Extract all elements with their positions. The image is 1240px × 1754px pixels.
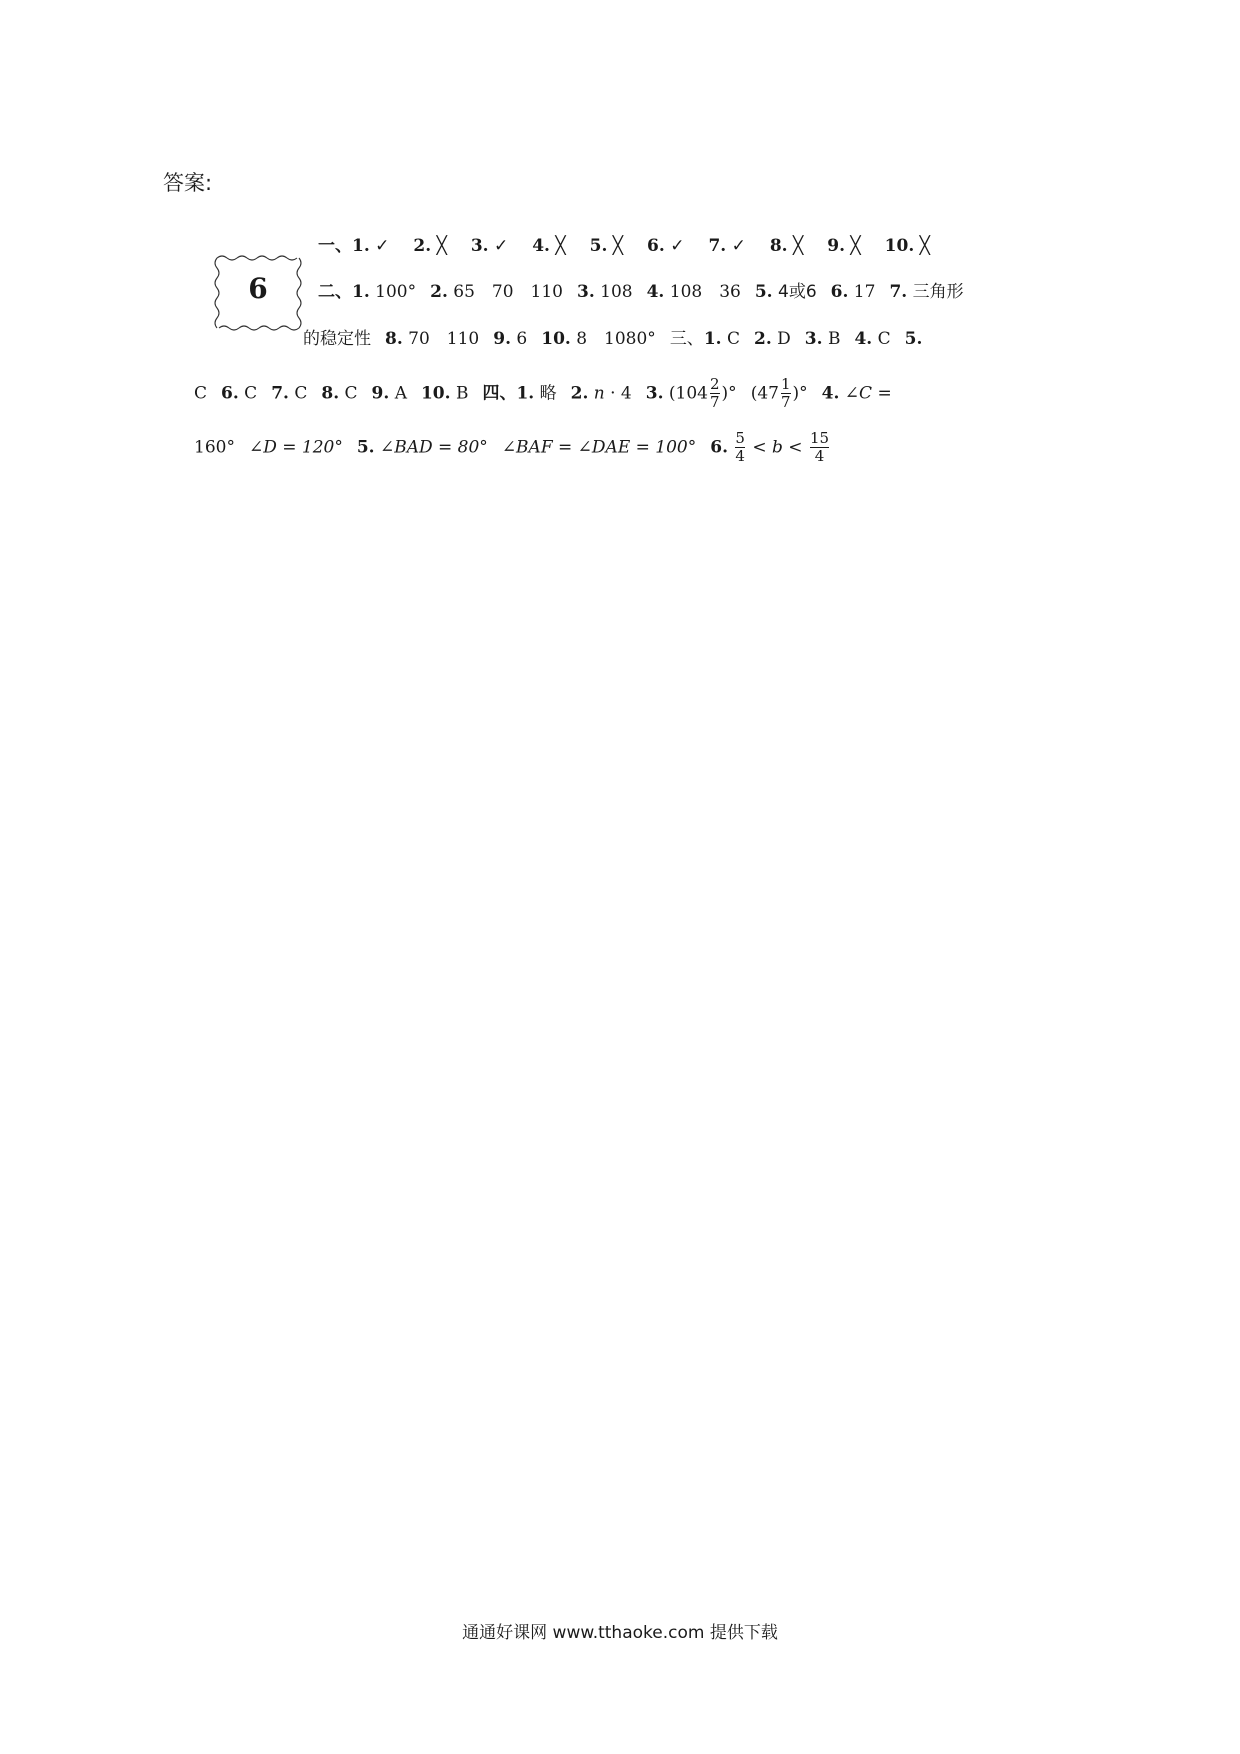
q-num: 8. [769, 236, 788, 256]
q-num: 5. [589, 236, 608, 256]
fraction-denominator: 7 [710, 392, 720, 411]
q-num: 9. [827, 236, 845, 256]
answer-mark: ╳ [793, 236, 804, 256]
answer-line-4 [194, 377, 892, 411]
q-num: 6. [647, 236, 665, 256]
q-num: 3. [576, 282, 595, 302]
answer-text: 8 1080° [576, 329, 656, 349]
q-num: 8. [385, 329, 403, 349]
answer-text: B [827, 329, 841, 349]
answer-text: )° [721, 383, 737, 404]
fraction-numerator: 2 [710, 375, 720, 393]
answer-line-3 [303, 331, 922, 348]
q-num: 8. [321, 383, 340, 404]
answer-mark: ✓ [670, 236, 685, 256]
fraction-numerator: 15 [809, 429, 830, 447]
answer-line-2 [318, 284, 964, 301]
answer-mark: ✓ [731, 236, 746, 256]
q-num: 2. [430, 282, 448, 302]
q-num: 7. [889, 282, 908, 302]
answer-text: C [877, 329, 891, 349]
q-num: 9. [493, 329, 511, 349]
fraction [735, 431, 745, 465]
answer-text: 100° [375, 282, 417, 302]
answer-text: 的稳定性 [303, 329, 371, 349]
q-num: 5. [356, 437, 375, 458]
section-1-label: 一、 [318, 236, 352, 256]
answer-mark: ✓ [493, 236, 509, 256]
answer-mark: ╳ [850, 236, 861, 256]
q-num: 7. [708, 236, 727, 256]
q-num: 7. [271, 383, 289, 404]
q-num: 2. [753, 329, 772, 349]
fraction-denominator: 7 [780, 392, 791, 411]
answer-mark: ✓ [375, 236, 390, 256]
q-num: 1. [516, 383, 535, 404]
section-2-label: 二、 [318, 282, 352, 302]
section-3-label: 三、 [669, 329, 704, 349]
q-num: 1. [352, 236, 370, 256]
fraction [781, 377, 791, 411]
q-num: 3. [470, 236, 489, 256]
answer-mark: ╳ [919, 236, 930, 256]
q-num: 6. [830, 282, 849, 302]
q-num: 2. [570, 383, 589, 404]
fraction [810, 431, 829, 465]
answer-text: 108 [600, 282, 633, 302]
section-badge [211, 252, 305, 334]
answer-mark: ╳ [612, 236, 624, 256]
q-num: 10. [884, 236, 915, 256]
answer-text: ∠BAD = 80° [379, 437, 488, 458]
fraction-numerator: 5 [735, 429, 745, 447]
q-num: 1. [703, 329, 722, 349]
answer-text: 160° [194, 437, 235, 458]
q-num: 9. [371, 383, 390, 404]
answer-text: C [726, 329, 740, 349]
answer-text: (104 [668, 383, 708, 404]
answer-text: C [194, 383, 208, 404]
answer-variable: n [593, 383, 605, 404]
answer-text: D [777, 329, 791, 349]
q-num: 3. [804, 329, 823, 349]
section-4-label: 四、 [482, 383, 517, 404]
q-num: 1. [352, 282, 370, 302]
answer-text: 65 70 110 [453, 282, 563, 302]
q-num: 10. [420, 383, 451, 404]
fraction [710, 377, 720, 411]
q-num: 6. [710, 437, 728, 458]
fraction-denominator: 4 [810, 447, 829, 465]
answer-line-5 [194, 431, 831, 465]
answer-text: 70 110 [408, 329, 480, 349]
answer-text: C [294, 383, 308, 404]
q-num: 10. [541, 329, 571, 349]
answer-text: ∠BAF = ∠DAE = 100° [501, 437, 697, 458]
answer-text: 6 [516, 329, 528, 349]
answer-mark: ╳ [436, 236, 447, 256]
answer-text: ∠D = 120° [248, 437, 343, 458]
fraction-denominator: 4 [735, 446, 745, 465]
badge-number: 6 [248, 272, 268, 305]
answer-mark: ╳ [555, 236, 566, 256]
answer-text: C [244, 383, 258, 404]
answer-text: 17 [853, 282, 876, 302]
q-num: 4. [646, 282, 665, 302]
answer-text: (47 [750, 383, 779, 404]
page-footer: 通通好课网 www.tthaoke.com 提供下载 [462, 1623, 778, 1643]
answer-text: 三角形 [912, 282, 964, 302]
answer-text: 4或6 [778, 282, 817, 302]
q-num: 4. [532, 236, 550, 256]
q-num: 3. [645, 383, 664, 404]
q-num: 4. [821, 383, 840, 404]
q-num: 4. [854, 329, 873, 349]
answer-text: A [394, 383, 407, 404]
q-num: 2. [413, 236, 432, 256]
answer-text: 略 [539, 383, 557, 404]
answer-text: C [344, 383, 358, 404]
answer-text: B [455, 383, 469, 404]
q-num: 5. [904, 329, 923, 349]
q-num: 6. [221, 383, 239, 404]
q-num: 5. [754, 282, 773, 302]
answer-text: · 4 [604, 383, 632, 404]
answer-text: ∠C = [844, 383, 892, 404]
answer-text: < b < [752, 437, 803, 458]
answer-text: )° [792, 383, 808, 404]
answer-text: 108 36 [669, 282, 741, 302]
fraction-numerator: 1 [780, 375, 791, 393]
answer-line-1 [318, 238, 930, 255]
answers-heading: 答案: [163, 171, 213, 195]
